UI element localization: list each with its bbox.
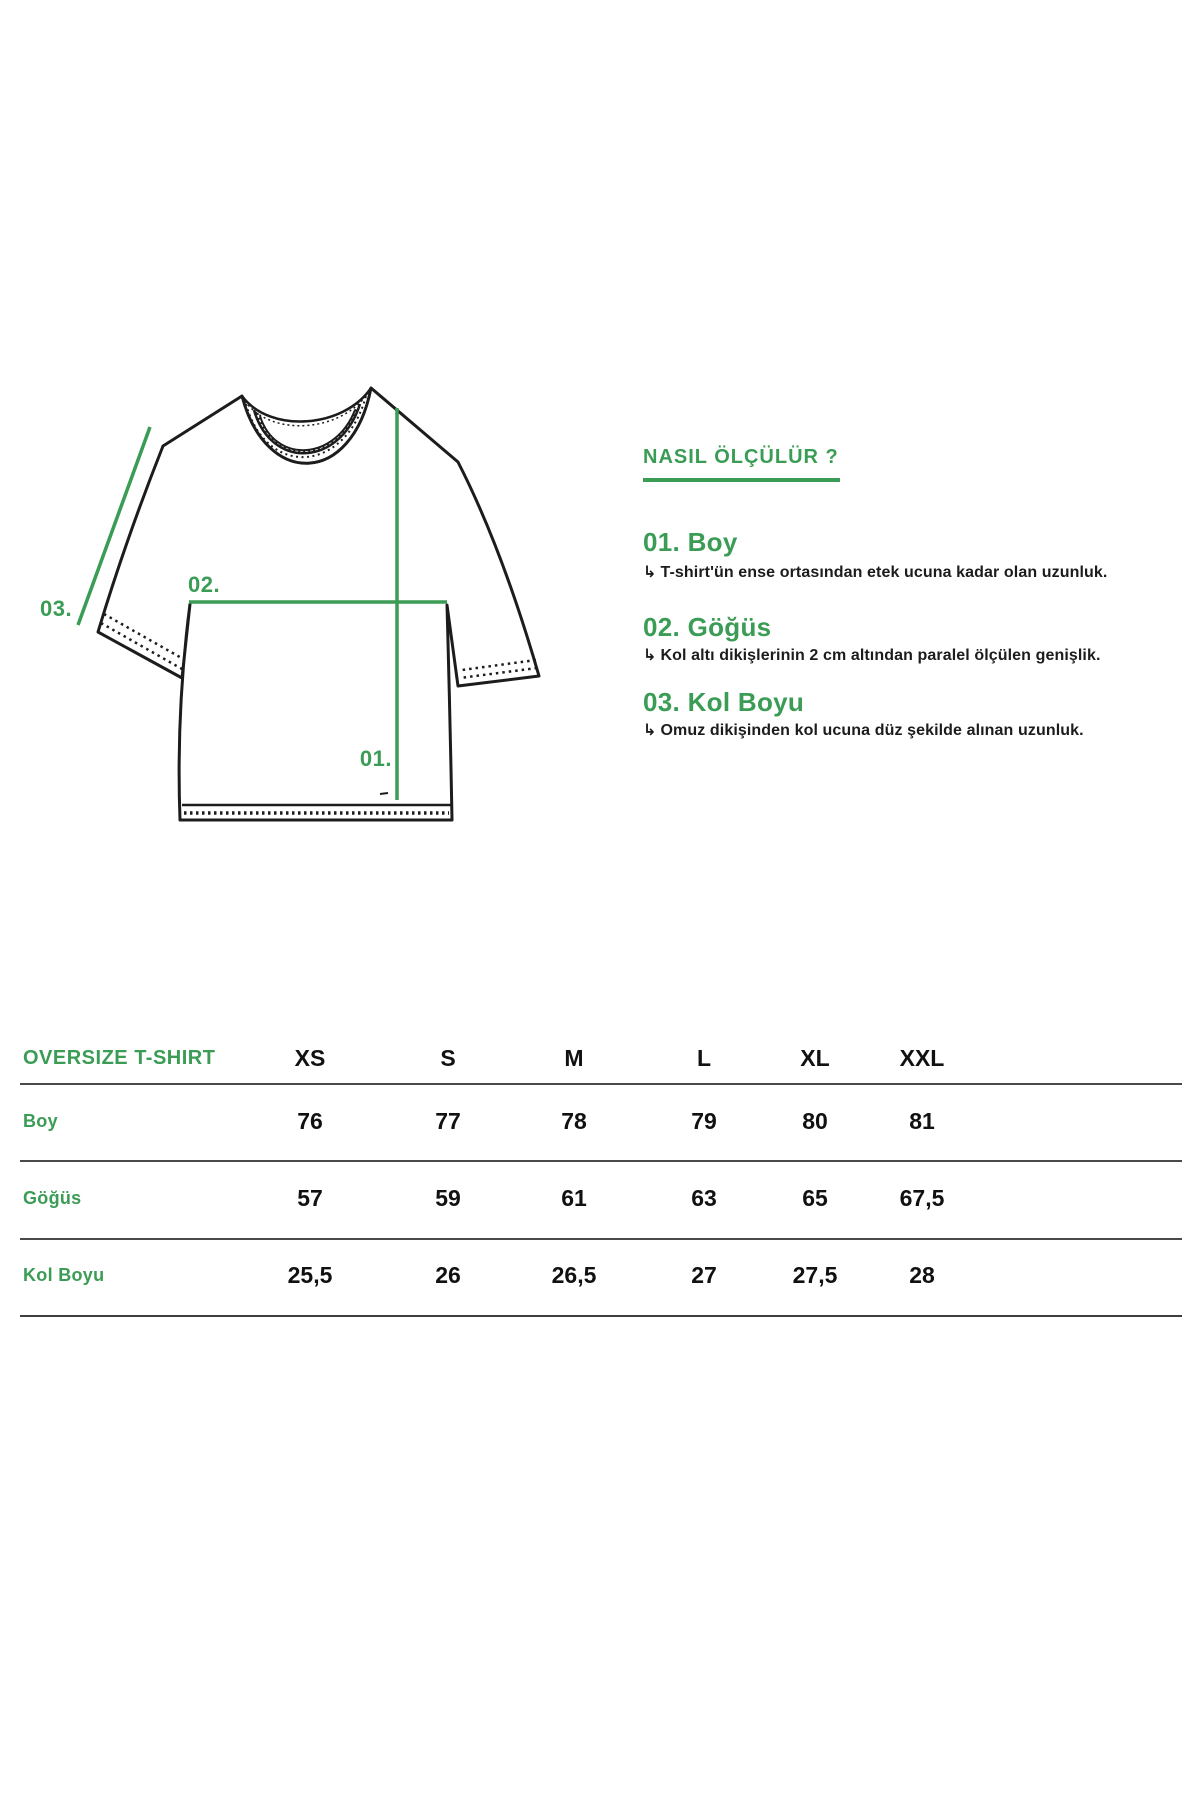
table-divider bbox=[20, 1315, 1182, 1317]
table-cell: 59 bbox=[435, 1185, 461, 1211]
size-header-m: M bbox=[564, 1045, 584, 1071]
section-heading-gogus: 02. Göğüs bbox=[643, 612, 772, 642]
measure-label-01: 01. bbox=[359, 746, 392, 771]
tshirt-body-outline bbox=[98, 388, 539, 820]
section-description: Kol altı dikişlerinin 2 cm altından paralel ölçülen genişlik. bbox=[660, 647, 1101, 664]
table-divider bbox=[20, 1238, 1182, 1240]
table-cell: 27,5 bbox=[792, 1262, 838, 1288]
table-cell: 65 bbox=[802, 1185, 828, 1211]
size-header-xl: XL bbox=[800, 1045, 830, 1071]
guide-title: NASIL ÖLÇÜLÜR ? bbox=[643, 446, 839, 468]
table-row-kol-boyu bbox=[20, 1257, 1182, 1293]
size-header-l: L bbox=[696, 1045, 712, 1071]
table-cell: 61 bbox=[561, 1185, 587, 1211]
table-cell: 27 bbox=[691, 1262, 717, 1288]
arrow-icon: ↳ bbox=[643, 722, 657, 739]
row-label-gogus: Göğüs bbox=[23, 1188, 82, 1208]
row-label-boy: Boy bbox=[23, 1111, 58, 1131]
section-text-boy bbox=[643, 562, 1107, 582]
row-label-kol-boyu: Kol Boyu bbox=[23, 1265, 105, 1285]
size-header-xs: XS bbox=[294, 1045, 326, 1071]
table-cell: 28 bbox=[909, 1262, 935, 1288]
table-cell: 81 bbox=[909, 1108, 935, 1134]
table-cell: 26,5 bbox=[551, 1262, 597, 1288]
table-header-row bbox=[20, 1040, 1182, 1076]
section-description: T-shirt'ün ense ortasından etek ucuna kadar olan uzunluk. bbox=[660, 564, 1108, 581]
table-row-gogus bbox=[20, 1180, 1182, 1216]
table-cell: 26 bbox=[435, 1262, 461, 1288]
tshirt-diagram bbox=[30, 370, 550, 840]
table-cell: 80 bbox=[802, 1108, 828, 1134]
measure-label-03: 03. bbox=[40, 596, 73, 621]
section-text-kol-boyu bbox=[643, 720, 1084, 740]
table-cell: 77 bbox=[435, 1108, 461, 1134]
table-cell: 79 bbox=[691, 1108, 717, 1134]
title-underline bbox=[643, 478, 840, 482]
tshirt-drawing bbox=[30, 370, 550, 840]
size-header-xxl: XXL bbox=[899, 1045, 945, 1071]
arrow-icon: ↳ bbox=[643, 647, 657, 664]
section-heading-kol-boyu: 03. Kol Boyu bbox=[643, 687, 805, 717]
table-cell: 76 bbox=[297, 1108, 323, 1134]
measure-label-02: 02. bbox=[188, 572, 221, 597]
section-text-gogus bbox=[643, 645, 1101, 665]
section-description: Omuz dikişinden kol ucuna düz şekilde alınan uzunluk. bbox=[660, 722, 1084, 739]
table-cell: 67,5 bbox=[899, 1185, 945, 1211]
table-divider bbox=[20, 1160, 1182, 1162]
table-cell: 57 bbox=[297, 1185, 323, 1211]
arrow-icon: ↳ bbox=[643, 564, 657, 581]
table-cell: 25,5 bbox=[287, 1262, 333, 1288]
section-heading-boy: 01. Boy bbox=[643, 527, 738, 557]
table-cell: 78 bbox=[561, 1108, 587, 1134]
product-label: OVERSIZE T-SHIRT bbox=[23, 1047, 216, 1069]
table-divider bbox=[20, 1083, 1182, 1085]
table-row-boy bbox=[20, 1103, 1182, 1139]
table-cell: 63 bbox=[691, 1185, 717, 1211]
size-header-s: S bbox=[440, 1045, 456, 1071]
